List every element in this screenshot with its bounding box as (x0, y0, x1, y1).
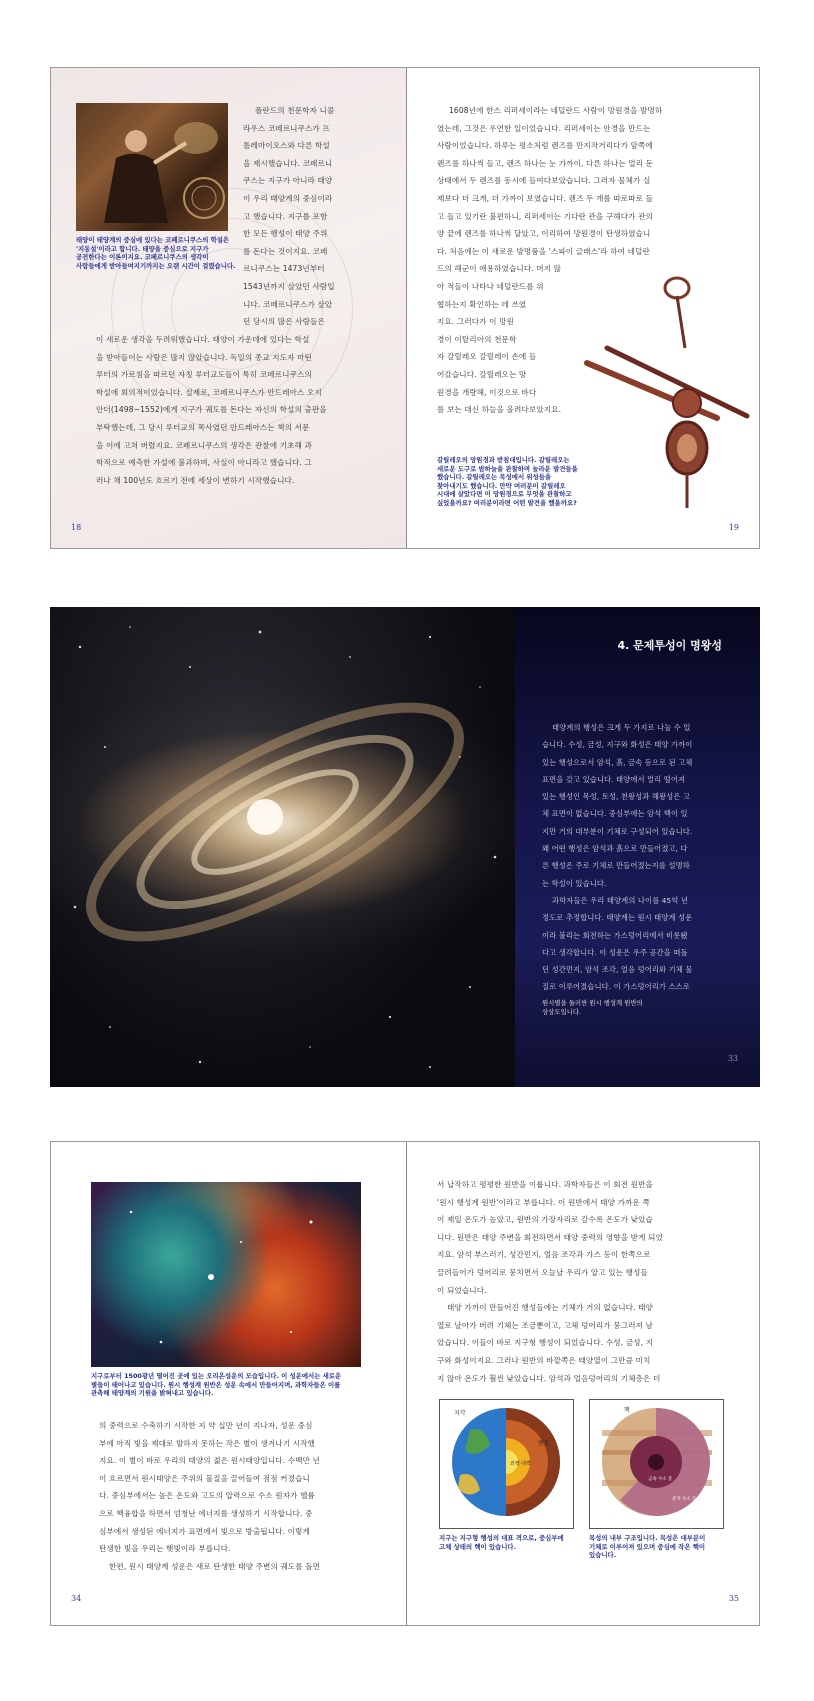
text-line: 는 학설이 있습니다. (542, 878, 607, 888)
text-line: 지만 거의 대부분이 기체로 구성되어 있습니다. (542, 826, 693, 836)
text-line: 아 적들이 나타나 네덜란드를 위 (437, 282, 544, 291)
text-line: 질로 이루어졌습니다. 이 가스덩어리가 스스로 (542, 982, 690, 992)
text-line: 탄생한 빛을 우리는 햇빛이라 부릅니다. (99, 1544, 231, 1554)
text-line: 구와 화성이지요. 그러나 원반의 바깥쪽은 태양열이 그만큼 미치 (437, 1355, 651, 1365)
astronomer-illustration (76, 103, 228, 231)
text-line: 한 모든 행성이 태양 주위 (243, 229, 328, 239)
galileo-telescope-image (567, 268, 757, 513)
text-line: 과학자들은 우리 태양계의 나이를 45억 년 (552, 895, 688, 905)
text-line: 다. 처음에는 이 새로운 발명품을 '스파이 글래스'라 하여 네덜란 (437, 246, 650, 256)
text-line: 한편, 원시 태양계 성운은 새로 탄생한 태양 주변의 궤도를 돌면 (109, 1561, 321, 1571)
text-line: 의 중력으로 수축하기 시작한 지 약 십만 년이 지나자, 성운 중심 (99, 1421, 313, 1430)
body-text (99, 1417, 389, 1575)
jupiter-cutaway (590, 1400, 723, 1528)
spread-pages-18-19 (50, 67, 760, 549)
text-line: 다. 중심부에서는 높은 온도와 고도의 압력으로 수소 원자가 헬륨 (99, 1491, 315, 1501)
page-18 (51, 68, 406, 548)
text-line: 양 끝에 렌즈를 하나씩 달았고, 이리하여 망원경이 탄생하였습니 (437, 229, 651, 239)
spread-pages-32-33 (50, 607, 760, 1087)
text-line: 르니쿠스는 1473년부터 (243, 264, 325, 274)
text-line: 이 새로운 생각을 두려워했습니다. 태양이 가운데에 있다는 학설 (96, 335, 310, 344)
body-text-full (96, 331, 386, 489)
chapter-title: 4. 문제투성이 명왕성 (617, 639, 722, 652)
nebula-caption: 지구로부터 1500광년 떨어진 곳에 있는 오리온성운의 모습입니다. 이 성운에서는 새로운 별들이 태어나고 있습니다. 원시 행성계 원반은 성운 속에서 만들어지며, 과학자들은 이를 관측해 태양계의 기원을 밝혀내고 있습니다. (91, 1372, 342, 1398)
text-line: 있는 행성인 목성, 토성, 천왕성과 해왕성은 고 (542, 792, 691, 802)
text-line: 던 성간먼지, 암석 조각, 얼음 덩어리와 기체 물 (542, 965, 693, 975)
text-line: 1543년까지 살았던 사람입 (243, 281, 335, 291)
text-line: 부탁했는데, 그 당시 루터교의 목사였던 안드레아스는 책의 서문 (96, 422, 310, 432)
text-line: 제보다 더 크게, 더 가까이 보였습니다. 렌즈 두 개를 따로따로 들 (437, 193, 654, 203)
text-line: 를 돈다는 것이지요. 코페 (243, 246, 328, 256)
earth-interior-diagram (439, 1399, 574, 1529)
chapter-text-panel (515, 607, 760, 1087)
text-line: 협하는지 확인하는 데 쓰였 (437, 299, 527, 309)
text-line: 상태에서 두 렌즈를 동시에 들여다보았습니다. 그러자 물체가 실 (437, 176, 651, 186)
metallic-hydrogen-label: 금속 수소 층 (648, 1476, 673, 1481)
text-line: 으로 핵융합을 하면서 엄청난 에너지를 생성하기 시작합니다. 중 (99, 1508, 313, 1518)
text-line: 있는 행성으로서 암석, 흙, 금속 등으로 된 고체 (542, 757, 693, 767)
text-line: 자 갈릴레오 갈릴레이 손에 들 (437, 352, 537, 362)
text-line: 학적으로 예측한 가설에 불과하며, 사실이 아니라고 했습니다. 그 (96, 458, 312, 468)
body-text (437, 1176, 737, 1387)
text-line: 쿠스는 지구가 아니라 태양 (243, 176, 333, 186)
text-line: 을 이에 고쳐 버렸지요. 코페르니쿠스의 생각은 관찰에 기초해 과 (96, 440, 312, 450)
protoplanetary-disk-image (50, 607, 515, 1087)
text-line: 열로 날아가 버려 기체는 조금뿐이고, 고체 덩어리가 뭉그러져 남 (437, 1320, 653, 1330)
text-line: 를 보는 대신 하늘을 올려다보았지요. (437, 405, 562, 415)
text-line: 니다. 코페르니쿠스가 살았 (243, 299, 333, 309)
crust-label: 지각 (454, 1411, 466, 1417)
core-label: 외핵 내핵 (510, 1461, 531, 1467)
text-line: 폴란드의 천문학자 니콜 (255, 106, 335, 115)
text-line: 원경을 개량해, 이것으로 바다 (437, 387, 537, 397)
text-line: 이라 불리는 회전하는 가스덩어리에서 비롯됐 (542, 930, 688, 940)
text-line: 부에 아직 빛을 제대로 발하지 못하는 작은 별이 생겨나기 시작했 (99, 1438, 315, 1448)
page-number: 33 (727, 1054, 738, 1063)
text-line: 체 표면이 없습니다. 중심부에는 암석 핵이 있 (542, 809, 688, 819)
molecular-hydrogen-label: 분자 수소 층 (672, 1496, 697, 1501)
page-number: 34 (71, 1594, 82, 1603)
text-line: 이 흐르면서 원시태양은 주위의 물질을 끌어들여 점점 커졌습니 (99, 1473, 310, 1483)
earth-diagram-caption: 지구는 지구형 행성의 대표 격으로, 중심부에 고체 상태의 핵이 있습니다. (439, 1534, 564, 1551)
page-number: 18 (71, 523, 82, 532)
text-line: 이 되었습니다. (437, 1285, 487, 1295)
text-line: '원시 행성계 원반'이라고 부릅니다. 이 원반에서 태양 가까운 쪽 (437, 1197, 650, 1207)
chapter-paragraph (542, 719, 742, 996)
jupiter-diagram-caption: 목성의 내부 구조입니다. 목성은 대부분이 기체로 이루어져 있으며 중심에 작은 핵이 있습니다. (589, 1534, 706, 1560)
text-line: 표면을 갖고 있습니다. 태양에서 멀리 떨어져 (542, 774, 686, 784)
text-line: 정도로 추정합니다. 태양계는 원시 태양계 성운 (542, 913, 693, 923)
text-line: 다고 생각합니다. 이 성운은 우주 공간을 떠돌 (542, 947, 688, 957)
text-line: 지요. 그러다가 이 망원 (437, 317, 514, 327)
text-line: 을 제시했습니다. 코페르니 (243, 158, 333, 168)
text-line: 습니다. 수성, 금성, 지구와 화성은 태양 가까이 (542, 740, 693, 750)
text-line: 였는데, 그것은 우연한 일이었습니다. 리퍼세이는 안경을 만드는 (437, 123, 651, 133)
text-line: 니다. 원반은 태양 주변을 회전하면서 태양 중력의 영향을 받게 되었 (437, 1232, 663, 1242)
text-line: 을 받아들이는 사람은 많지 않았습니다. 독일의 종교 지도자 마틴 (96, 352, 312, 362)
text-line: 이 우리 태양계의 중심이라 (243, 193, 333, 203)
page-34 (51, 1142, 406, 1625)
copernicus-painting (76, 103, 228, 231)
text-line: 1608년에 한스 리퍼세이라는 네덜란드 사람이 망원경을 발명하 (449, 106, 663, 115)
text-line: 지요. 이 별이 바로 우리의 태양의 젊은 원시태양입니다. 수백만 년 (99, 1456, 320, 1466)
text-line: 른 행성은 주로 기체로 만들어졌는지를 설명하 (542, 861, 690, 871)
nebula-stars (91, 1182, 361, 1367)
text-line: 심부에서 생성된 에너지가 표면에서 빛으로 방출됩니다. 이렇게 (99, 1526, 310, 1536)
text-line: 태양 가까이 만들어진 행성들에는 기체가 거의 없습니다. 태양 (447, 1303, 653, 1313)
text-line: 학설에 회의적이었습니다. 실제로, 코페르니쿠스가 안드레아스 오지 (96, 387, 322, 397)
text-line: 던 당시의 많은 사람들은 (243, 317, 325, 327)
page-35 (407, 1142, 760, 1625)
starfield (50, 607, 515, 1087)
text-line: 았습니다. 이들이 바로 지구형 행성이 되었습니다. 수성, 금성, 지 (437, 1338, 654, 1348)
text-line: 고 했습니다. 지구를 포함 (243, 211, 328, 221)
text-line: 서 납작하고 평평한 원반을 이룹니다. 과학자들은 이 회전 원반을 (437, 1180, 653, 1189)
orion-nebula-image (91, 1182, 361, 1367)
page-number: 35 (728, 1594, 739, 1603)
disk-caption: 원시별을 둘러싼 원시 행성계 원반의 상상도입니다. (542, 999, 643, 1016)
text-line: 라우스 코페르니쿠스가 프 (243, 123, 330, 133)
text-line: 고 들고 있기란 불편하니, 리퍼세이는 기다란 관을 구해다가 관의 (437, 211, 653, 221)
text-line: 끌려들어가 덩어리로 뭉치면서 오늘날 우리가 알고 있는 행성들 (437, 1267, 648, 1277)
body-text-wrap (243, 102, 388, 331)
text-line: 러나 채 100년도 흐르기 전에 세상이 변하기 시작했습니다. (96, 475, 295, 485)
page-19 (407, 68, 760, 548)
text-line: 안더(1498~1552)에게 지구가 궤도를 돈다는 자신의 학설의 출판을 (96, 405, 327, 415)
spread-pages-34-35 (50, 1141, 760, 1626)
text-line: 드의 해군이 애용하였습니다. 머지 않 (437, 264, 562, 274)
jupiter-interior-diagram (589, 1399, 724, 1529)
text-line: 지 않아 온도가 훨씬 낮았습니다. 암석과 얼음덩어리의 기체층은 더 (437, 1373, 661, 1383)
text-line: 왜 어떤 행성은 암석과 흙으로 만들어졌고, 다 (542, 844, 688, 854)
mantle-label: 맨틀 (538, 1441, 550, 1447)
telescope-caption: 갈릴레오의 망원경과 받침대입니다. 갈릴레오는 새로운 도구로 밤하늘을 관찰하며 놀라운 발견들을 했습니다. 갈릴레오는 목성에서 위성들을 찾아내기도 했습니다. 만약 여러분이 갈릴레오 시대에 살았다면 이 망원경으로 무엇을 관찰하고 싶었을까요? 여러분이라면 어떤 발견을 했을까요? (437, 456, 578, 507)
page-number: 19 (728, 523, 739, 532)
text-line: 경이 이탈리아의 천문학 (437, 334, 517, 344)
text-line: 어갔습니다. 갈릴레오는 망 (437, 369, 527, 379)
core-label: 핵 (624, 1408, 630, 1414)
text-line: 태양계의 행성은 크게 두 가지로 나눌 수 있 (552, 723, 691, 732)
text-line: 이 제일 온도가 높았고, 원반의 가장자리로 갈수록 온도가 낮았습 (437, 1215, 653, 1225)
painting-caption: 태양이 태양계의 중심에 있다는 코페르니쿠스의 학설은 '지동설'이라고 합니다. 태양을 중심으로 지구가 공전한다는 이론이지요. 코페르니쿠스의 생각이 사람들에게 받아들여지기까지는 오랜 시간이 걸렸습니다. (76, 236, 236, 270)
text-line: 렌즈를 하나씩 들고, 렌즈 하나는 눈 가까이, 다른 하나는 멀리 둔 (437, 158, 654, 168)
text-line: 사람이었습니다. 하루는 평소처럼 렌즈를 만지작거리다가 앞쪽에 (437, 141, 653, 151)
body-text-full (437, 102, 737, 278)
text-line: 루터의 가르침을 따르던 자칭 루터교도들이 특히 코페르니쿠스의 (96, 370, 312, 380)
earth-cutaway (440, 1400, 573, 1528)
text-line: 톨레마이오스와 다른 학설 (243, 141, 330, 151)
text-line: 지요. 암석 부스러기, 성간먼지, 얼음 조각과 가스 등이 한쪽으로 (437, 1250, 651, 1260)
